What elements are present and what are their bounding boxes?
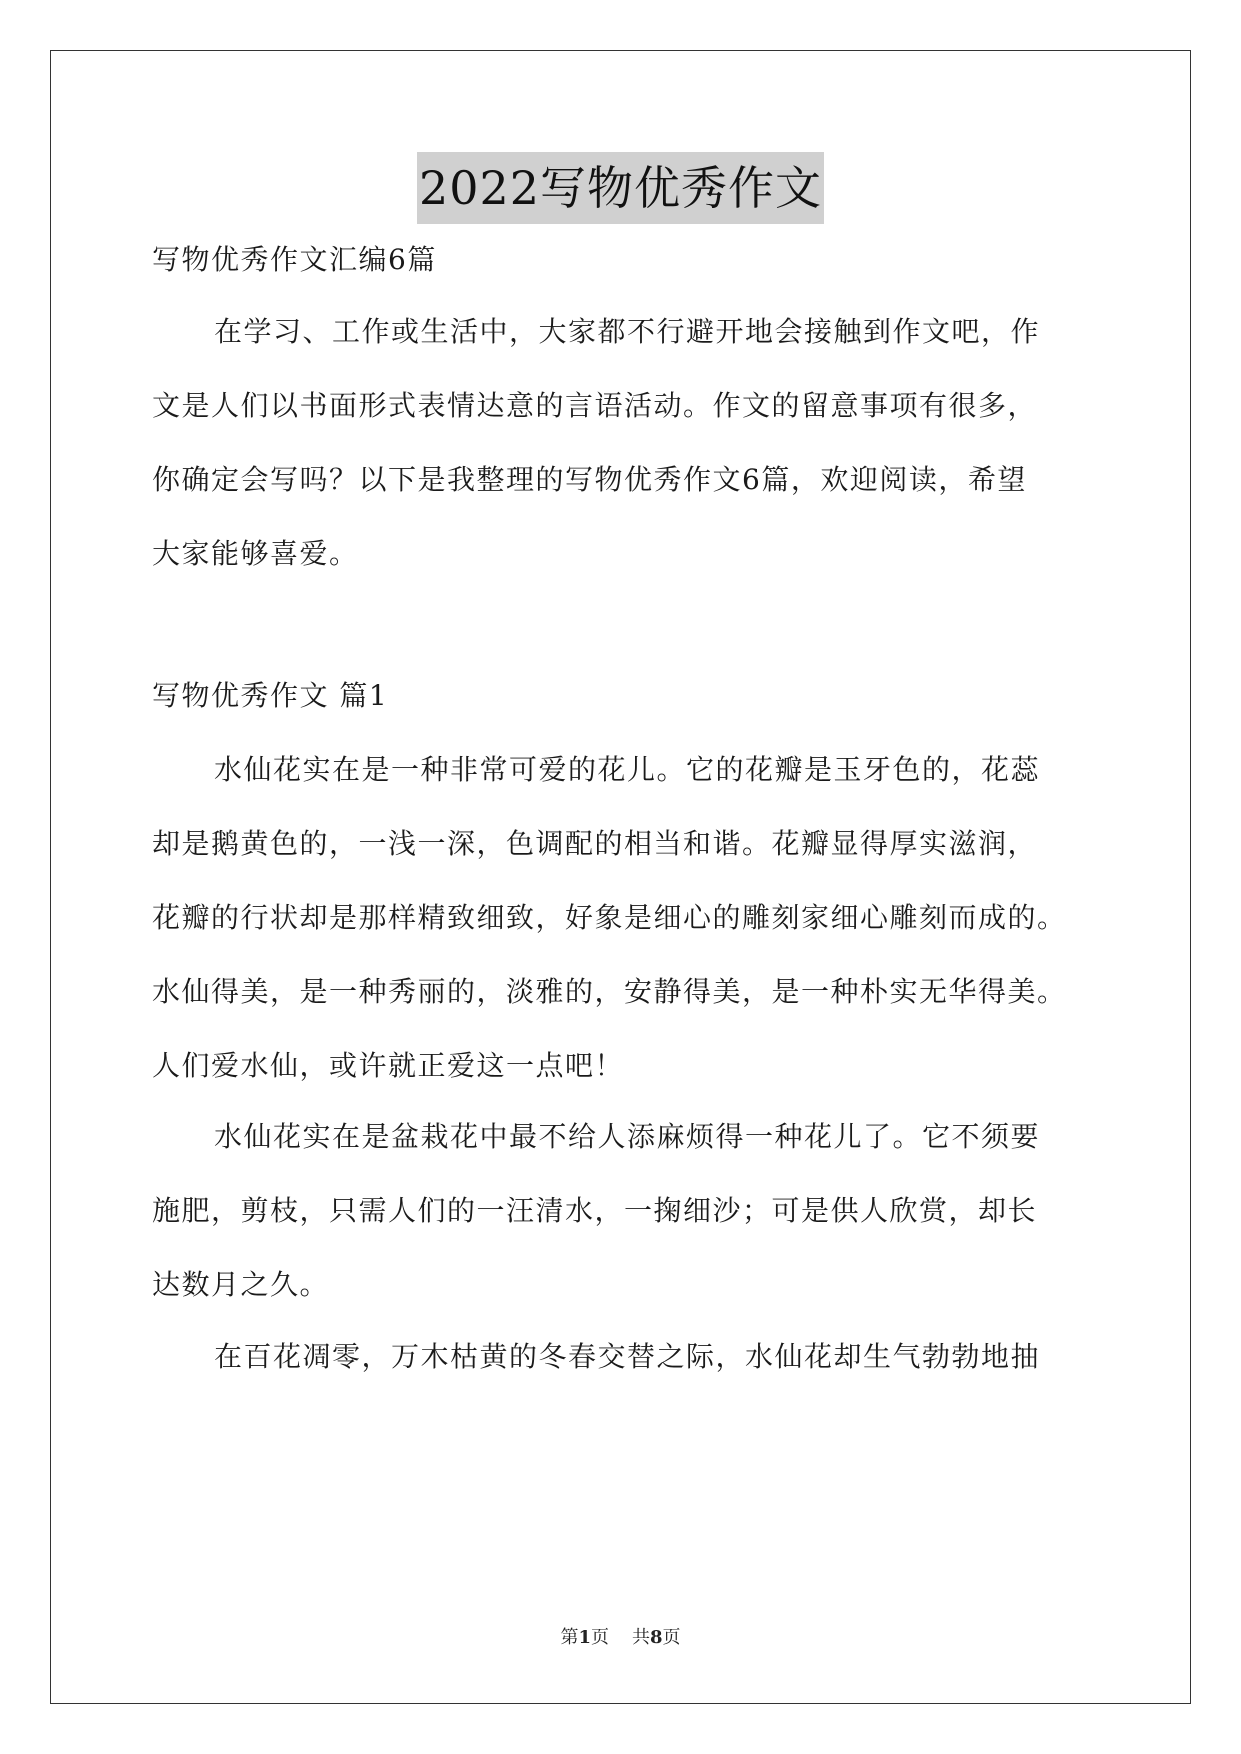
page-number: 1 [578, 1627, 592, 1648]
total-label-prefix: 共 [631, 1627, 650, 1648]
paragraph-line: 人们爱水仙，或许就正爱这一点吧！ [152, 1049, 625, 1082]
title-container [0, 152, 1241, 224]
page-label-suffix: 页 [591, 1627, 610, 1648]
paragraph-line: 达数月之久。 [152, 1268, 330, 1301]
paragraph-line: 却是鹅黄色的，一浅一深，色调配的相当和谐。花瓣显得厚实滋润， [152, 827, 1038, 860]
paragraph-line: 水仙花实在是盆栽花中最不给人添麻烦得一种花儿了。它不须要 [214, 1120, 1041, 1153]
page-footer [0, 1626, 1241, 1650]
paragraph-line: 在学习、工作或生活中，大家都不行避开地会接触到作文吧，作 [214, 315, 1041, 348]
paragraph-line: 在百花凋零，万木枯黄的冬春交替之际，水仙花却生气勃勃地抽 [214, 1340, 1041, 1373]
document-title: 2022写物优秀作文 [417, 152, 824, 224]
paragraph-line: 你确定会写吗？以下是我整理的写物优秀作文6篇，欢迎阅读，希望 [152, 463, 1027, 496]
total-pages: 8 [649, 1627, 663, 1648]
paragraph-line: 文是人们以书面形式表情达意的言语活动。作文的留意事项有很多， [152, 389, 1038, 422]
paragraph-line: 水仙得美，是一种秀丽的，淡雅的，安静得美，是一种朴实无华得美。 [152, 975, 1067, 1008]
paragraph-line: 施肥，剪枝，只需人们的一汪清水，一掬细沙；可是供人欣赏，却长 [152, 1194, 1038, 1227]
section-heading: 写物优秀作文 篇1 [152, 679, 389, 712]
page-label-prefix: 第 [560, 1627, 579, 1648]
total-label-suffix: 页 [662, 1627, 681, 1648]
paragraph-line: 水仙花实在是一种非常可爱的花儿。它的花瓣是玉牙色的，花蕊 [214, 753, 1041, 786]
document-subtitle: 写物优秀作文汇编6篇 [152, 243, 437, 276]
paragraph-line: 花瓣的行状却是那样精致细致，好象是细心的雕刻家细心雕刻而成的。 [152, 901, 1067, 934]
paragraph-line: 大家能够喜爱。 [152, 537, 359, 570]
page-border [50, 50, 1191, 1704]
